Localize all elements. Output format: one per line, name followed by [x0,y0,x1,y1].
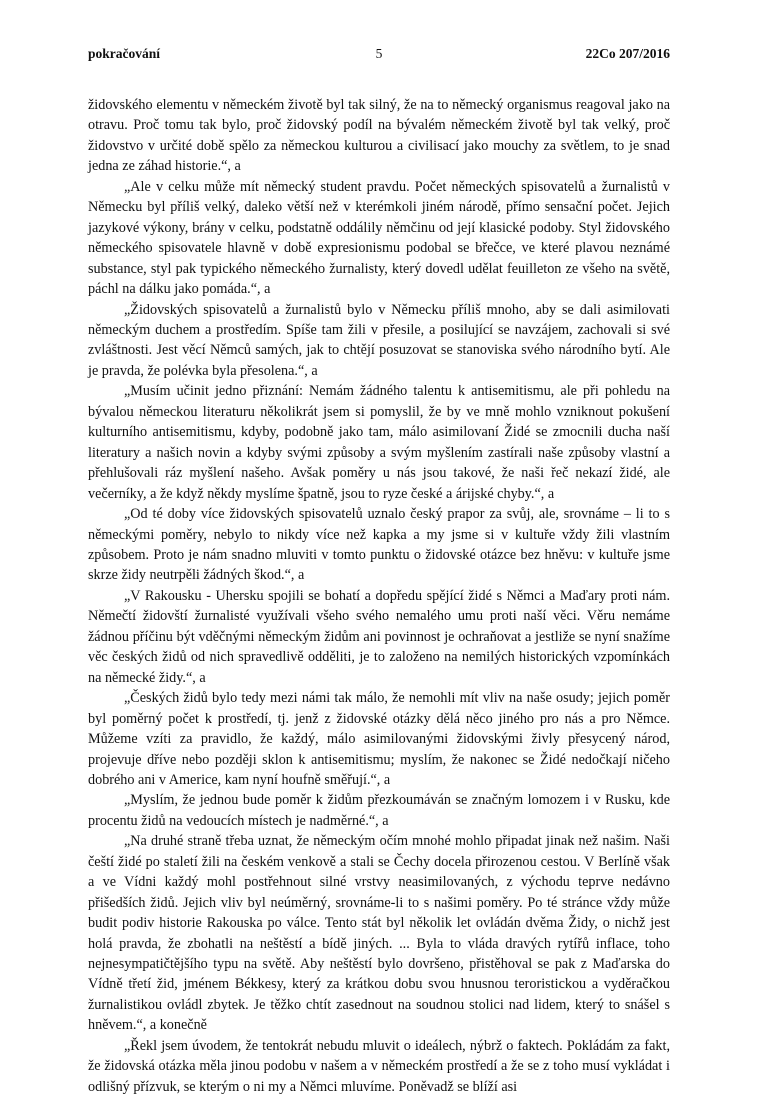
paragraph: „Ale v celku může mít německý student pravdu. Počet německých spisovatelů a žurnalistů v Německu byl příliš velký, daleko větší než v kterémkoli jiném národě, přímo sensační počet. Jejich jazykové výkony, brány v celku, podstatně oddálily němčinu od její klasické podoby. Styl židovského německého spisovatele hlavně v době expresionismu podobal se břečce, ve které plavou neznámé substance, styl pak typického německého žurnalisty, který dovedl udělat feuilleton ze všeho na světě, páchl na dálku jako pomáda.“, a [88,178,670,298]
paragraph: „V Rakousku - Uhersku spojili se bohatí a dopředu spějící židé s Němci a Maďary proti nám. Němečtí židovští žurnalisté využívali všeho svého nemalého umu proti naší věci. Věru nemáme žádnou příčinu být vděčnými německým židům ani povinnost je ochraňovat a jestliže se nyní snažíme věc českých židů od nich spravedlivě odděliti, je to založeno na nemilých historických vzpomínkách na německé židy.“, a [88,587,670,686]
paragraph: „Myslím, že jednou bude poměr k židům přezkoumáván se značným lomozem i v Rusku, kde procentu židů na vedoucích místech je nadměrné.“, a [88,792,670,829]
case-number: 22Co 207/2016 [585,46,670,61]
paragraph: židovského elementu v německém životě byl tak silný, že na to německý organismus reagoval jako na otravu. Proč tomu tak bylo, proč židovský podíl na bývalém německém životě byl tak velký, proč židovstvo v určité době spělo za německou kulturou a civilisací jako mouchy za světlem, to je snad jedna ze záhad historie.“, a [88,97,670,175]
paragraph: „Řekl jsem úvodem, že tentokrát nebudu mluvit o ideálech, nýbrž o faktech. Pokládám za fakt, že židovská otázka měla jinou podobu v našem a v německém prostředí a že se z toho musí vykládat i odlišný přízvuk, se kterým o ni my a Němci mluvíme. Poněvadž se blíží asi [88,1037,670,1095]
paragraph: „Židovských spisovatelů a žurnalistů bylo v Německu příliš mnoho, aby se dali asimilovati německým duchem a prostředím. Spíše tam žili v přesile, a posilující se navzájem, zachovali si své zvláštnosti. Jest věcí Němců samých, jak to chtějí posuzovat se stanoviska svého národního bytí. Ale je pravda, že polévka byla přesolena.“, a [88,301,670,379]
paragraph: „Na druhé straně třeba uznat, že německým očím mnohé mohlo připadat jinak než našim. Naši čeští židé po staletí žili na českém venkově a stali se Čechy docela přirozenou cestou. V Berlíně však a ve Vídni každý mohl postřehnout silné vrstvy neasimilovaných, z východu teprve nedávno přišedších židů. Jejich vliv byl neúměrný, srovnáme-li to s našimi poměry. Po té stránce vždy může budit podiv historie Rakouska po válce. Tento stát byl několik let ovládán dvěma Židy, o nichž jest holá pravda, že zbohatli na neštěstí a bídě jiných. ... Byla to vláda dravých rytířů inflace, toho nejnesympatičtějšího typu na světě. Aby neštěstí bylo dovršeno, přistěhoval se pak z Maďarska do Vídně třetí žid, jménem Békkesy, který za krátkou dobu svou hnusnou teroristickou a vyděračkou žurnalistikou ovládl zbytek. Je těžko chtít zasednout na soudnou stolici nad lidem, který to snášel s hněvem.“, a konečně [88,833,670,1034]
paragraph: „Musím učinit jedno přiznání: Nemám žádného talentu k antisemitismu, ale při pohledu na bývalou německou literaturu několikrát jsem si pomyslil, že by ve mně mohlo vzniknout pokušení kulturního antisemitismu, kdyby, podobně jako tam, málo asimilovaní Židé se zmocnili ducha naší literatury a našich novin a kdyby svými způsoby a svým myšlením zastírali naše způsoby vlastní a přehlušovali ráz myšlení našeho. Avšak poměry u nás jsou takové, že naši řeč nekazí židé, ale večerníky, a že když někdy myslíme špatně, jsou to ryze české a árijské chyby.“, a [88,383,670,502]
document-body [88,95,670,1097]
page-header [88,44,670,64]
paragraph: „Českých židů bylo tedy mezi námi tak málo, že nemohli mít vliv na naše osudy; jejich poměr byl poměrný počet k prostředí, tj. jenž z židovské otázky dělá něco jiného pro nás a pro Němce. Můžeme vzíti za pravidlo, že každý, málo asimilovanými židovskými živly přesycený národ, projevuje dříve nebo později sklon k antisemitismu; myslím, že nakonec se Židé nedočkají ničeho dobrého ani v Americe, kam nyní houfně směřují.“, a [88,690,670,788]
continuation-label: pokračování [88,46,161,61]
paragraph: „Od té doby více židovských spisovatelů uznalo český prapor za svůj, ale, srovnáme – li to s německými poměry, nebylo to nikdy více než kapka a my jsme si v kultuře vždy žili vlastním způsobem. Proto je nám snadno mluviti v tomto punktu o židovské otázce bez hněvu: v kultuře jsme skrze židy neutrpěli žádných škod.“, a [88,506,670,584]
page-number: 5 [375,46,383,61]
